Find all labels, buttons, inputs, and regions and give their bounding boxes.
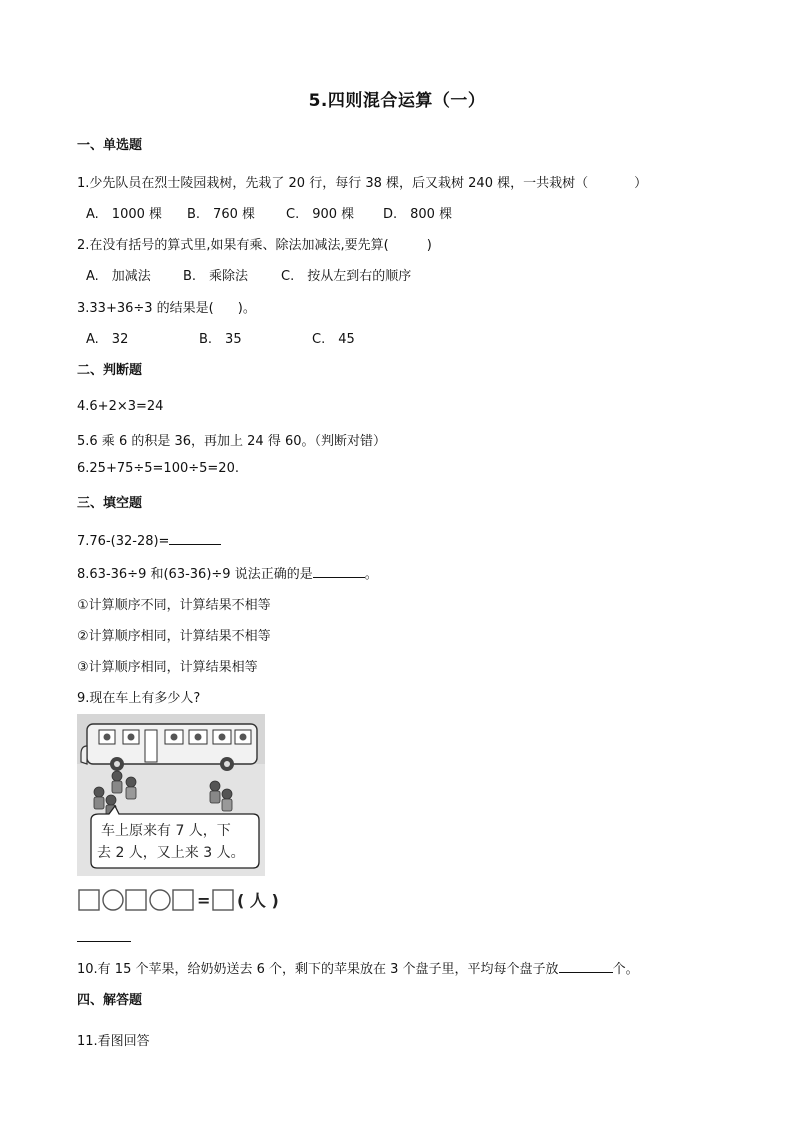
question-1-options [86,203,452,222]
question-9: 9.现在车上有多少人? [77,691,201,706]
bubble-line-2: 去 2 人，又上来 3 人。 [97,845,245,861]
question-8: 8.63-36÷9 和(63-36)÷9 说法正确的是 。 [77,567,378,582]
question-2: 2.在没有括号的算式里,如果有乘、除法加减法,要先算( ) [77,238,432,253]
option-a[interactable]: A. 1000 棵 [86,207,163,222]
answer-blank[interactable] [313,565,365,578]
answer-blank[interactable] [559,960,613,973]
option-c[interactable]: C. 45 [312,332,355,347]
option-b[interactable]: B. 35 [199,332,242,347]
operator-circle[interactable] [150,890,170,910]
question-3-options [86,328,355,347]
question-8-choice-1: ①计算顺序不同，计算结果不相等 [77,598,271,613]
operator-circle[interactable] [103,890,123,910]
section-heading-single-choice: 一、单选题 [77,138,143,153]
question-6: 6.25+75÷5=100÷5=20. [77,461,239,476]
option-c[interactable]: C. 按从左到右的顺序 [281,269,412,284]
question-8-choice-3: ③计算顺序相同，计算结果相等 [77,660,258,675]
equals-sign: = [197,891,211,910]
option-d[interactable]: D. 800 棵 [383,207,453,222]
question-2-options [86,265,411,284]
question-1: 1.少先队员在烈士陵园栽树，先栽了 20 行，每行 38 棵，后又栽树 240 棵，一共栽树（ ） [77,176,648,191]
question-3: 3.33+36÷3 的结果是( )。 [77,301,256,316]
question-7: 7.76-(32-28)= [77,532,221,549]
section-heading-fill-blank: 三、填空题 [77,496,143,511]
question-4: 4.6+2×3=24 [77,399,164,414]
answer-box[interactable] [213,890,233,910]
question-11: 11.看图回答 [77,1034,150,1049]
bubble-line-1: 车上原来有 7 人，下 [101,823,231,839]
answer-box[interactable] [126,890,146,910]
bus-illustration [77,714,265,876]
answer-box[interactable] [173,890,193,910]
page-title: 5.四则混合运算（一） [308,91,486,111]
option-a[interactable]: A. 加减法 [86,269,151,284]
question-5: 5.6 乘 6 的积是 36，再加上 24 得 60。（判断对错） [77,434,386,449]
question-8-choice-2: ②计算顺序相同，计算结果不相等 [77,629,271,644]
option-c[interactable]: C. 900 棵 [286,207,355,222]
option-b[interactable]: B. 乘除法 [183,269,249,284]
answer-box[interactable] [79,890,99,910]
section-heading-true-false: 二、判断题 [77,363,143,378]
option-b[interactable]: B. 760 棵 [187,207,255,222]
section-heading-solve: 四、解答题 [77,993,143,1008]
unit-label: ( 人 ) [237,891,279,910]
option-a[interactable]: A. 32 [86,332,129,347]
bus-door [145,730,157,762]
answer-blank[interactable] [169,532,221,545]
answer-blank[interactable] [77,941,131,942]
equation-template [77,887,287,913]
question-10: 10.有 15 个苹果，给奶奶送去 6 个，剩下的苹果放在 3 个盘子里，平均每个盘子放 个。 [77,962,639,977]
